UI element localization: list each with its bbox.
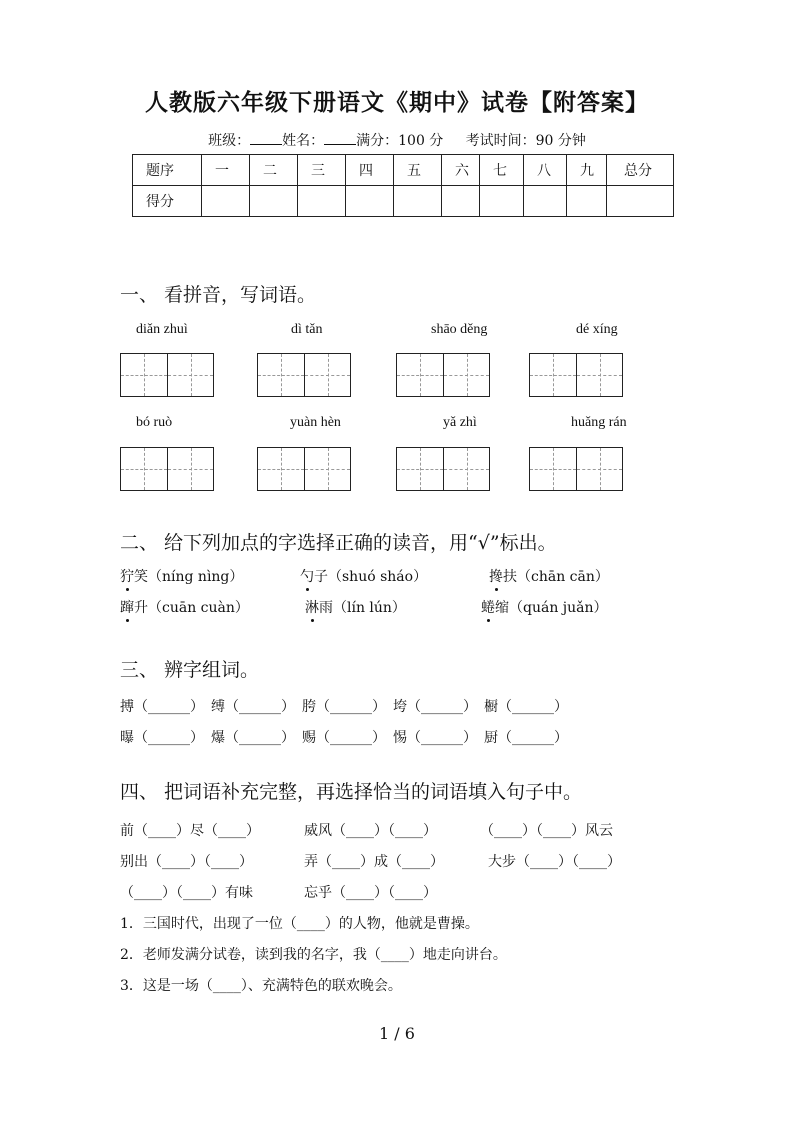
section1-heading: 一、 看拼音，写词语。: [120, 284, 317, 306]
score-header-cell: 六: [442, 155, 480, 186]
idiom-fill[interactable]: （____）（____）有味: [120, 885, 253, 901]
idiom-fill[interactable]: 忘乎（____）（____）: [304, 885, 437, 901]
word-group-row[interactable]: 搏（______） 缚（______） 胯（______） 垮（______） 橱（______）: [120, 699, 568, 715]
grid-cell[interactable]: [304, 354, 350, 396]
score-header-cell: 三: [298, 155, 346, 186]
pinyin-label: yǎ zhì: [443, 415, 477, 430]
writing-grid[interactable]: [529, 353, 623, 397]
class-label: 班级：: [208, 133, 251, 149]
exam-time: 考试时间：90 分钟: [465, 133, 586, 149]
section3-heading: 三、 辨字组词。: [120, 659, 260, 681]
score-row-label: 得分: [133, 186, 202, 217]
writing-grid[interactable]: [257, 353, 351, 397]
page-number: 1 / 6: [379, 1024, 415, 1043]
pinyin-label: bó ruò: [136, 415, 173, 430]
idiom-fill[interactable]: 大步（____）（____）: [488, 854, 621, 870]
pinyin-label: yuàn hèn: [290, 415, 341, 430]
class-blank[interactable]: [250, 132, 282, 145]
page-title: 人教版六年级下册语文《期中》试卷【附答案】: [145, 89, 649, 116]
pinyin-label: diǎn zhuì: [136, 322, 188, 337]
dotted-char: 蜷: [481, 597, 495, 617]
score-header-cell: 七: [480, 155, 524, 186]
section4-heading: 四、 把词语补充完整，再选择恰当的词语填入句子中。: [120, 781, 583, 803]
pronunciation-options: 扶（chān cān）: [503, 569, 609, 585]
grid-cell[interactable]: [121, 448, 167, 490]
pronunciation-item[interactable]: [120, 566, 243, 586]
score-value-row: [133, 186, 674, 217]
pinyin-label: shāo děng: [431, 322, 488, 337]
grid-cell[interactable]: [121, 354, 167, 396]
pronunciation-options: 笑（níng nìng）: [134, 569, 244, 585]
score-cell[interactable]: [250, 186, 298, 217]
pronunciation-options: 子（shuó sháo）: [314, 569, 428, 585]
grid-cell[interactable]: [397, 448, 443, 490]
idiom-fill[interactable]: 威风（____）（____）: [304, 823, 437, 839]
idiom-fill[interactable]: （____）（____）风云: [480, 823, 613, 839]
score-header-row: [133, 155, 674, 186]
pronunciation-options: 雨（lín lún）: [319, 600, 406, 616]
grid-cell[interactable]: [443, 354, 489, 396]
score-cell[interactable]: [607, 186, 674, 217]
pronunciation-item[interactable]: [481, 597, 608, 617]
pronunciation-item[interactable]: [305, 597, 406, 617]
writing-grid[interactable]: [120, 447, 214, 491]
grid-cell[interactable]: [167, 354, 213, 396]
dotted-char: 蹿: [120, 597, 134, 617]
dotted-char: 狞: [120, 566, 134, 586]
sentence-item[interactable]: 3．这是一场（____）、充满特色的联欢晚会。: [120, 978, 402, 994]
writing-grid[interactable]: [120, 353, 214, 397]
grid-cell[interactable]: [443, 448, 489, 490]
idiom-fill[interactable]: 弄（____）成（____）: [304, 854, 444, 870]
score-table: [132, 154, 674, 217]
grid-cell[interactable]: [576, 354, 622, 396]
name-label: 姓名：: [282, 133, 325, 149]
sentence-item[interactable]: 2．老师发满分试卷，读到我的名字，我（____）地走向讲台。: [120, 947, 507, 963]
score-header-cell: 二: [250, 155, 298, 186]
pronunciation-item[interactable]: [120, 597, 249, 617]
word-group-row[interactable]: 曝（______） 爆（______） 赐（______） 惕（______） 厨（______）: [120, 730, 568, 746]
grid-cell[interactable]: [397, 354, 443, 396]
pronunciation-options: 升（cuān cuàn）: [134, 600, 249, 616]
pinyin-label: dì tǎn: [291, 322, 323, 337]
pronunciation-item[interactable]: [489, 566, 609, 586]
pronunciation-item[interactable]: [300, 566, 427, 586]
writing-grid[interactable]: [257, 447, 351, 491]
score-header-cell: 一: [202, 155, 250, 186]
writing-grid[interactable]: [396, 353, 490, 397]
score-cell[interactable]: [202, 186, 250, 217]
grid-cell[interactable]: [258, 448, 304, 490]
score-header-cell: 题序: [133, 155, 202, 186]
grid-cell[interactable]: [530, 448, 576, 490]
grid-cell[interactable]: [530, 354, 576, 396]
name-blank[interactable]: [324, 132, 356, 145]
grid-cell[interactable]: [167, 448, 213, 490]
grid-cell[interactable]: [258, 354, 304, 396]
score-cell[interactable]: [394, 186, 442, 217]
score-cell[interactable]: [442, 186, 480, 217]
writing-grid[interactable]: [396, 447, 490, 491]
pinyin-label: huǎng rán: [571, 415, 627, 430]
dotted-char: 搀: [489, 566, 503, 586]
score-cell[interactable]: [480, 186, 524, 217]
writing-grid[interactable]: [529, 447, 623, 491]
section2-heading: 二、 给下列加点的字选择正确的读音，用“√”标出。: [120, 532, 557, 554]
score-cell[interactable]: [346, 186, 394, 217]
score-header-cell: 八: [524, 155, 567, 186]
grid-cell[interactable]: [576, 448, 622, 490]
pinyin-label: dé xíng: [576, 322, 618, 337]
score-cell[interactable]: [298, 186, 346, 217]
score-header-cell: 九: [567, 155, 607, 186]
score-header-cell: 总分: [607, 155, 674, 186]
exam-info: [0, 130, 794, 150]
dotted-char: 勺: [300, 566, 314, 586]
idiom-fill[interactable]: 前（____）尽（____）: [120, 823, 260, 839]
pronunciation-options: 缩（quán juǎn）: [495, 600, 608, 616]
score-header-cell: 四: [346, 155, 394, 186]
score-cell[interactable]: [524, 186, 567, 217]
idiom-fill[interactable]: 别出（____）（____）: [120, 854, 253, 870]
sentence-item[interactable]: 1．三国时代，出现了一位（____）的人物，他就是曹操。: [120, 916, 479, 932]
dotted-char: 淋: [305, 597, 319, 617]
score-cell[interactable]: [567, 186, 607, 217]
full-score: 满分：100 分: [356, 133, 444, 149]
grid-cell[interactable]: [304, 448, 350, 490]
score-header-cell: 五: [394, 155, 442, 186]
